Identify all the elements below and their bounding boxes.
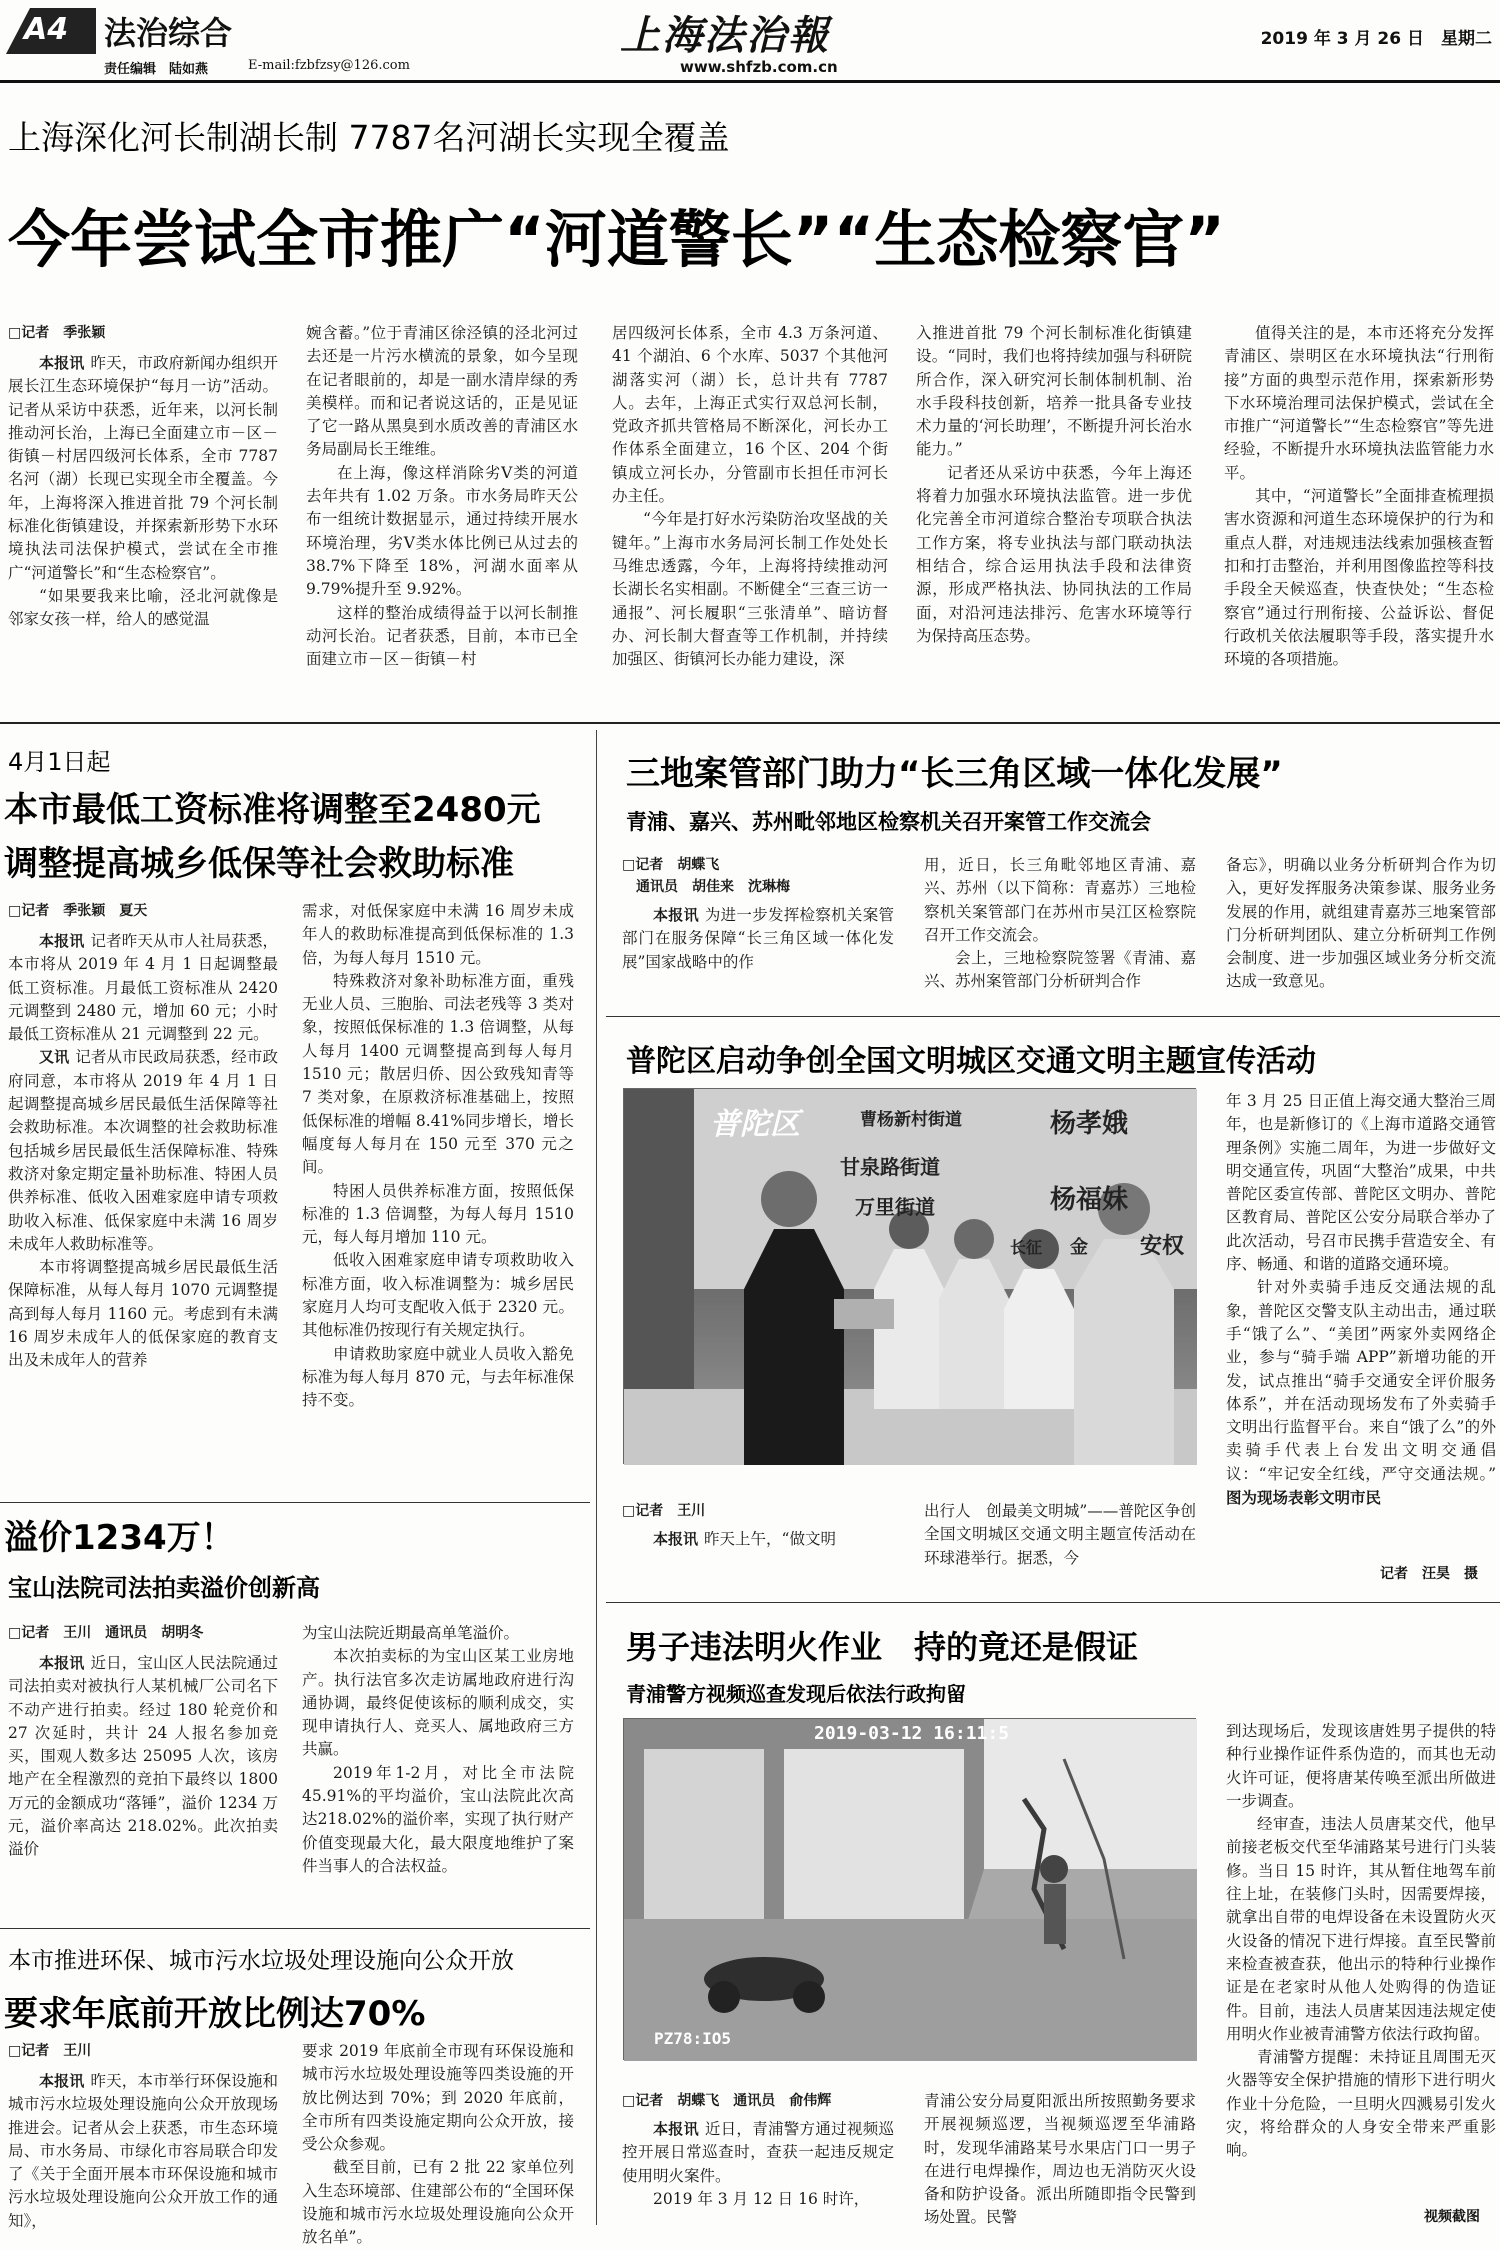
- article-headline: 三地案管部门助力“长三角区域一体化发展”: [626, 754, 1283, 794]
- article-column-2: [924, 1500, 1196, 1600]
- paragraph: 经审查，违法人员唐某交代，他早前接老板交代至华浦路某号进行门头装修。当日 15 时许，其从暂住地驾车前往上址，在装修门头时，因需要焊接，就拿出自带的电焊设备在未设置防火灭火设备的情况下进行焊接。直至民警前来检查被查获，他出示的特种行业操作证是在老家时从他人处购得的伪造证件。目前，违法人员唐某因违法规定使用明火作业被青浦警方依法行政拘留。: [1226, 1815, 1496, 2043]
- column-divider: [596, 730, 597, 2225]
- paragraph: 出行人 创最美文明城”——普陀区争创全国文明城区交通文明主题宣传活动在环球港举行。据悉，今: [924, 1502, 1196, 1567]
- column-text: [916, 322, 1192, 648]
- paragraph: 特殊救济对象补助标准方面，重残无业人员、三胞胎、司法老残等 3 类对象，按照低保标准的 1.3 倍调整，从每人每月 1400 元调整提高到每人每月 1510 元；散居归侨、因公致残知青等 7 类对象，在原救济标准基础上，按照低保标准的增幅 8.41%同步增长，增长幅度每人每月在 150 元至 370 元之间。: [302, 971, 574, 1177]
- paragraph: 值得关注的是，本市还将充分发挥青浦区、崇明区在水环境执法“行刑衔接”方面的典型示范作用，探索新形势下水环境治理司法保护模式，尝试在全市推广“河道警长”“生态检察官”等先进经验，不断提升水环境执法监管能力水平。: [1224, 324, 1494, 482]
- paragraph: 低收入困难家庭申请专项救助收入标准方面，收入标准调整为：城乡居民家庭月人均可支配收入低于 2320 元。其他标准仍按现行有关规定执行。: [302, 1251, 574, 1340]
- paragraph: “今年是打好水污染防治攻坚战的关键年。”上海市水务局河长制工作处处长马维忠透露，今年，上海将持续推动河长湖长名实相副。不断健全“三查三访一通报”、河长履职“三张清单”、暗访督办、河长制大督查等工作机制，并持续加强区、街镇河长办能力建设，深: [612, 510, 888, 669]
- article-column-1: [8, 2040, 278, 2230]
- column-text: [924, 1500, 1196, 1570]
- article-column-1: [622, 854, 894, 1004]
- article-column-1: [8, 322, 278, 712]
- banner-label: 普陀区: [710, 1107, 800, 1142]
- byline: □记者 王川: [622, 1503, 706, 1519]
- column-text: [302, 1622, 574, 1878]
- banner-label: 杨孝娥: [1050, 1109, 1129, 1139]
- article-subtitle: 青浦、嘉兴、苏州毗邻地区检察机关召开案管工作交流会: [626, 810, 1151, 834]
- paragraph: 到达现场后，发现该唐姓男子提供的特种行业操作证件系伪造的，而其也无动火许可证，便将唐某传唤至派出所做进一步调查。: [1226, 1722, 1496, 1810]
- byline: □记者 胡蝶飞 通讯员 胡佳来 沈琳梅: [622, 857, 790, 895]
- byline: □记者 王川: [8, 2043, 92, 2059]
- paragraph: 本报讯 近日，宝山区人民法院通过司法拍卖对被执行人某机械厂公司名下不动产进行拍卖。经过 180 轮竞价和 27 次延时，共计 24 人报名参加竞买，围观人数多达 25095 人次，该房地产在全程激烈的竞拍下最终以 1800 万元的金额成功“落锤”，溢价 1234 万元，溢价率高达 218.02%。此次拍卖溢价: [8, 1654, 278, 1859]
- article-subtitle: 青浦警方视频巡查发现后依法行政拘留: [626, 1682, 966, 1706]
- paragraph: 青浦公安分局夏阳派出所按照勤务要求开展视频巡逻，当视频巡逻至华浦路时，发现华浦路某号水果店门口一男子在进行电焊操作，周边也无消防灭火设备和防护设备。派出所随即指令民警到场处置。民警: [924, 2092, 1196, 2227]
- article-column-3: [612, 322, 888, 712]
- section-divider: [606, 1016, 1500, 1017]
- article-column-1: [8, 1622, 278, 1922]
- masthead-logo: 上海法治報: [620, 12, 830, 59]
- column-text: [1226, 1090, 1496, 1510]
- cctv-timestamp: 2019-03-12 16:11:5: [814, 1723, 1010, 1744]
- paragraph: 本次拍卖标的为宝山区某工业房地产。执行法官多次走访属地政府进行沟通协调，最终促使该标的顺利成交，实现申请执行人、竞买人、属地政府三方共赢。: [302, 1647, 574, 1759]
- surveillance-photo: [623, 1718, 1196, 2060]
- paragraph: 2019年1-2月，对比全市法院 45.91%的平均溢价，宝山法院此次高达218.02%的溢价率，实现了执行财产价值变现最大化，最大限度地维护了案件当事人的合法权益。: [302, 1763, 574, 1875]
- paragraph: 针对外卖骑手违反交通法规的乱象，普陀区交警支队主动出击，通过联手“饿了么”、“美团”两家外卖网络企业，参与“骑手端 APP”新增功能的开发，试点推出“骑手交通安全评价服务体系”，并在活动现场发布了外卖骑手文明出行监督平台。来自“饿了么”的外卖骑手代表上台发出文明交通倡议：“牢记安全红线，严守交通法规。” 图为现场表彰文明市民: [1226, 1278, 1496, 1508]
- header-rule: [0, 80, 1500, 83]
- website-url: www.shfzb.com.cn: [680, 58, 838, 76]
- paragraph: 其中，“河道警长”全面排查梳理损害水资源和河道生态环境保护的行为和重点人群，对违规违法线索加强核查暂扣和打击整治，并利用图像监控等科技手段全天候巡查，快查快处；“生态检察官”通过行刑衔接、公益诉讼、督促行政机关依法履职等手段，落实提升水环境的各项措施。: [1224, 487, 1494, 669]
- column-text: [1226, 854, 1496, 994]
- article-column-1: [622, 1500, 894, 1600]
- article-column-2: [302, 1622, 574, 1922]
- article-kicker: 本市推进环保、城市污水垃圾处理设施向公众开放: [8, 1948, 514, 1974]
- byline: □记者 季张颖: [8, 325, 106, 341]
- paragraph: 特困人员供养标准方面，按照低保标准的 1.3 倍调整，为每人每月 1510 元，每人每月增加 110 元。: [302, 1181, 574, 1247]
- banner-label: 曹杨新村街道: [860, 1110, 962, 1130]
- column-text: [1224, 322, 1494, 671]
- paragraph: 本报讯 近日，青浦警方通过视频巡控开展日常巡查时，查获一起违反规定使用明火案件。: [622, 2120, 894, 2185]
- event-photo: [623, 1088, 1196, 1464]
- column-text: [302, 2040, 574, 2250]
- editor-name: 责任编辑 陆如燕: [104, 62, 209, 77]
- column-text: [8, 352, 278, 632]
- page-number: A4: [24, 12, 69, 47]
- article-column-3: [1226, 1720, 1496, 2200]
- article-headline: 调整提高城乡低保等社会救助标准: [4, 844, 514, 884]
- column-text: [622, 1528, 894, 1551]
- article-subtitle: 宝山法院司法拍卖溢价创新高: [8, 1574, 320, 1602]
- cctv-plate-label: PZ78:IO5: [654, 2029, 732, 2048]
- paragraph: 本市将调整提高城乡居民最低生活保障标准，从每人每月 1070 元调整提高到每人每月 1160 元。考虑到有未满 16 周岁未成年人的低保家庭的教育支出及未成年人的营养: [8, 1258, 278, 1370]
- paragraph: 居四级河长体系，全市 4.3 万条河道、41 个湖泊、6 个水库、5037 个其他河湖落实河（湖）长，总计共有 7787 人。去年，上海正式实行双总河长制，党政齐抓共管格局不断深化，河长办工作体系全面建立，16 个区、204 个街镇成立河长办，分管副市长担任市河长办主任。: [612, 324, 888, 506]
- page-number-badge: [6, 8, 96, 54]
- article-headline: 今年尝试全市推广“河道警长”“生态检察官”: [8, 203, 1225, 276]
- paragraph: 为宝山法院近期最高单笔溢价。: [302, 1624, 520, 1642]
- paragraph: 本报讯 记者昨天从市人社局获悉，本市将从 2019 年 4 月 1 日起调整最低工资标准。月最低工资标准从 2420 元调整到 2480 元，增加 60 元；小时最低工资标准从 21 元调整到 22 元。: [8, 932, 278, 1044]
- paragraph: 本报讯 为进一步发挥检察机关案管部门在服务保障“长三角区域一体化发展”国家战略中的作: [622, 906, 894, 971]
- paragraph: 又讯 记者从市民政局获悉，经市政府同意，本市将从 2019 年 4 月 1 日起调整提高城乡居民最低生活保障等社会救助标准。本次调整的社会救助标准包括城乡居民最低生活保障标准、特殊救济对象定期定量补助标准、特困人员供养标准、低收入困难家庭申请专项救助收入标准、低保家庭中未满 16 周岁未成年人救助标准等。: [8, 1048, 278, 1253]
- banner-label: 杨福妹: [1050, 1185, 1129, 1215]
- issue-date: 2019 年 3 月 26 日 星期二: [1260, 29, 1492, 49]
- article-column-2: [306, 322, 578, 712]
- banner-label: 甘泉路街道: [840, 1155, 940, 1179]
- article-column-3: [1226, 1090, 1496, 1560]
- cctv-street-image: [624, 1719, 1197, 2061]
- photo-credit: 记者 汪昊 摄: [1380, 1566, 1478, 1582]
- article-headline: 本市最低工资标准将调整至2480元: [4, 790, 541, 830]
- banner-label: 长征: [1010, 1238, 1043, 1257]
- article-column-2: [924, 2090, 1196, 2226]
- paragraph: “如果要我来比喻，泾北河就像是邻家女孩一样，给人的感觉温: [8, 586, 278, 629]
- article-column-2: [302, 900, 574, 1490]
- paragraph: 备忘》，明确以业务分析研判合作为切入，更好发挥服务决策参谋、服务业务发展的作用，就组建青嘉苏三地案管部门分析研判团队、建立分析研判工作例会制度、进一步加强区域业务分析交流达成一致意见。: [1226, 856, 1496, 991]
- column-text: [924, 854, 1196, 994]
- article-column-3: [1226, 854, 1496, 1004]
- paragraph: 会上，三地检察院签署《青浦、嘉兴、苏州案管部门分析研判合作: [924, 949, 1196, 991]
- section-divider: [0, 1502, 590, 1503]
- editor-email: E-mail:fzbfzsy@126.com: [248, 58, 410, 73]
- paragraph: 入推进首批 79 个河长制标准化街镇建设。“同时，我们也将持续加强与科研院所合作，深入研究河长制体制机制、治水手段科技创新，培养一批具备专业技术力量的‘河长助理’，不断提升河长治水能力。”: [916, 324, 1192, 459]
- article-column-5: [1224, 322, 1494, 712]
- paragraph: 本报讯 昨天上午，“做文明: [653, 1530, 836, 1548]
- byline: □记者 王川 通讯员 胡明冬: [8, 1625, 204, 1641]
- paragraph: 青浦警方提醒：未持证且周围无灭火器等安全保护措施的情形下进行明火作业十分危险，一旦明火四溅易引发火灾，将给群众的人身安全带来严重影响。: [1226, 2048, 1496, 2160]
- column-text: [8, 930, 278, 1373]
- article-column-1: [8, 900, 278, 1490]
- article-column-2: [302, 2040, 574, 2247]
- article-column-2: [924, 854, 1196, 1004]
- paragraph: 需求，对低保家庭中未满 16 周岁未成年人的救助标准提高到低保标准的 1.3 倍，为每人每月 1510 元。: [302, 902, 574, 967]
- paragraph: 用，近日，长三角毗邻地区青浦、嘉兴、苏州（以下简称：青嘉苏）三地检察机关案管部门在苏州市吴江区检察院召开工作交流会。: [924, 856, 1196, 944]
- paragraph: 要求 2019 年底前全市现有环保设施和城市污水垃圾处理设施等四类设施的开放比例达到 70%；到 2020 年底前，全市所有四类设施定期向公众开放，接受公众参观。: [302, 2042, 574, 2154]
- byline: □记者 胡蝶飞 通讯员 俞伟辉: [622, 2093, 832, 2109]
- paragraph: 申请救助家庭中就业人员收入豁免标准为每人每月 870 元，与去年标准保持不变。: [302, 1344, 574, 1410]
- paragraph: 这样的整治成绩得益于以河长制推动河长治。记者获悉，目前，本市已全面建立市－区－街镇－村: [306, 603, 578, 669]
- byline: □记者 季张颖 夏天: [8, 903, 148, 919]
- photo-banner-text: [690, 1095, 1190, 1285]
- banner-label: 万里街道: [855, 1195, 935, 1219]
- column-text: [612, 322, 888, 671]
- paragraph: 本报讯 昨天，市政府新闻办组织开展长江生态环境保护“每月一访”活动。记者从采访中获悉，近年来，以河长制推动河长治，上海已全面建立市－区－街镇－村居四级河长体系，全市 7787 名河（湖）长现已实现全市全覆盖。今年，上海将深入推进首批 79 个河长制标准化街镇建设，并探索新形势下水环境执法司法保护模式，尝试在全市推广“河道警长”和“生态检察官”。: [8, 354, 278, 582]
- article-headline: 要求年底前开放比例达70%: [4, 1994, 426, 2034]
- article-headline: 男子违法明火作业 持的竟还是假证: [626, 1628, 1139, 1666]
- article-kicker: 上海深化河长制湖长制 7787名河湖长实现全覆盖: [8, 118, 730, 157]
- column-text: [622, 904, 894, 974]
- section-title: 法治综合: [104, 14, 233, 52]
- section-divider: [0, 1928, 590, 1929]
- photo-credit: 视频截图: [1424, 2209, 1480, 2225]
- paragraph: 记者还从采访中获悉，今年上海还将着力加强水环境执法监管。进一步优化完善全市河道综合整治专项联合执法工作方案，将专业执法与部门联动执法相结合，综合运用执法手段和法律资源，形成严格执法、协同执法的工作局面，对沿河违法排污、危害水环境等行为保持高压态势。: [916, 463, 1192, 645]
- paragraph: 婉含蓄。”位于青浦区徐泾镇的泾北河过去还是一片污水横流的景象，如今呈现在记者眼前的，却是一副水清岸绿的秀美模样。而和记者说这话的，正是见证了它一路从黑臭到水质改善的青浦区水务局副局长王维维。: [306, 324, 578, 459]
- column-text: [622, 2118, 894, 2211]
- column-text: [306, 322, 578, 671]
- article-column-1: [622, 2090, 894, 2226]
- column-text: [1226, 1720, 1496, 2163]
- banner-label: 金: [1070, 1237, 1088, 1258]
- column-text: [924, 2090, 1196, 2230]
- column-text: [302, 900, 574, 1413]
- section-divider: [0, 722, 1500, 724]
- column-text: [8, 1652, 278, 1862]
- section-divider: [606, 1602, 1500, 1603]
- paragraph: 在上海，像这样消除劣Ⅴ类的河道去年共有 1.02 万条。市水务局昨天公布一组统计数据显示，通过持续开展水环境治理，劣Ⅴ类水体比例已从过去的 38.7%下降至 18%，河湖水面率从 9.79%提升至 9.92%。: [306, 463, 578, 599]
- paragraph: 本报讯 昨天，本市举行环保设施和城市污水垃圾处理设施向公众开放现场推进会。记者从会上获悉，市生态环境局、市水务局、市绿化市容局联合印发了《关于全面开展本市环保设施和城市污水垃圾处理设施向公众开放工作的通知》，: [8, 2072, 278, 2230]
- article-kicker: 4月1日起: [8, 748, 111, 776]
- paragraph: 截至目前，已有 2 批 22 家单位列入生态环境部、住建部公布的“全国环保设施和城市污水垃圾处理设施向公众开放名单”。: [302, 2158, 574, 2247]
- article-column-4: [916, 322, 1192, 712]
- banner-label: 安权: [1140, 1234, 1185, 1259]
- article-headline: 普陀区启动争创全国文明城区交通文明主题宣传活动: [626, 1044, 1316, 1079]
- paragraph: 2019 年 3 月 12 日 16 时许，: [653, 2189, 870, 2208]
- column-text: [8, 2070, 278, 2233]
- article-kicker: 溢价1234万！: [4, 1518, 235, 1558]
- paragraph: 年 3 月 25 日正值上海交通大整治三周年，也是新修订的《上海市道路交通管理条例》实施二周年，为进一步做好文明交通宣传，巩固“大整治”成果，中共普陀区委宣传部、普陀区文明办、普陀区教育局、普陀区公安分局联合举办了此次活动，号召市民携手营造安全、有序、畅通、和谐的道路交通环境。: [1226, 1092, 1496, 1274]
